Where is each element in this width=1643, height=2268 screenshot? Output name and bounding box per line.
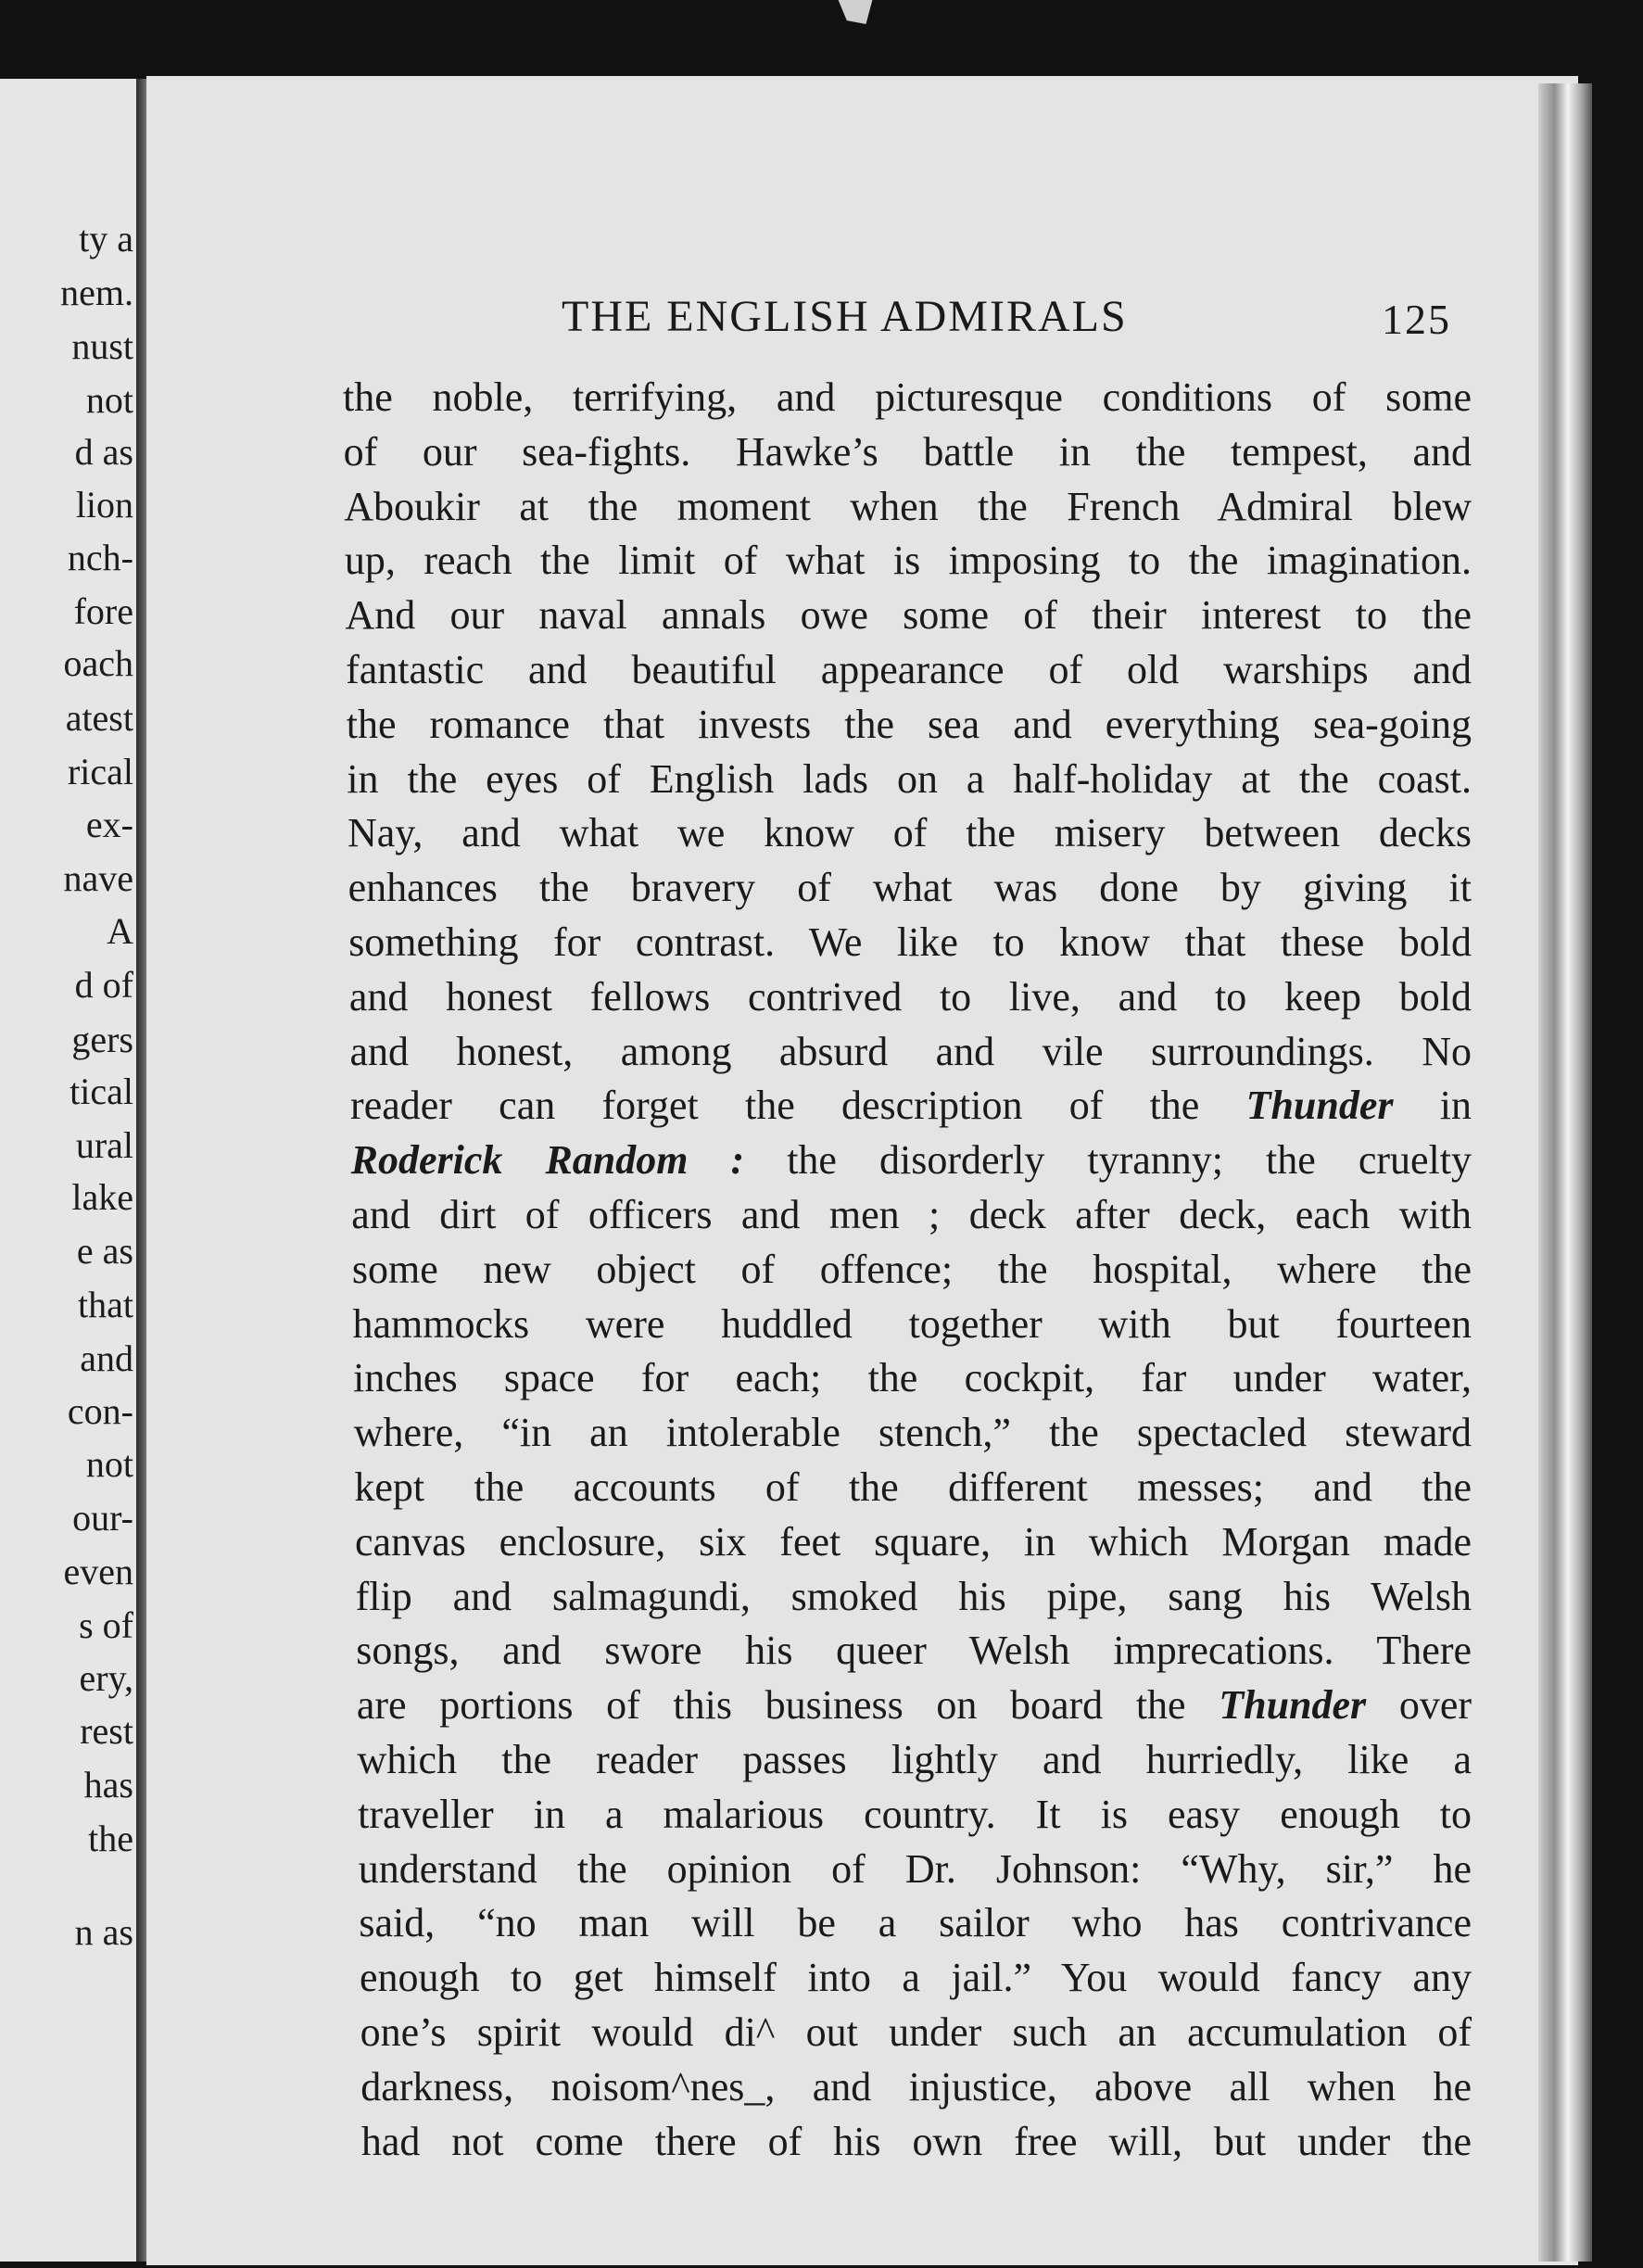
text-segment: the disorderly tyranny; the cruelty [744,1137,1472,1184]
text-line [360,2060,1472,2115]
facing-page-fragment: lake [71,1176,133,1218]
text-segment: which the reader passes lightly and hurriedly, like a [357,1736,1472,1782]
text-line [347,753,1472,807]
text-segment: inches space for each; the cockpit, far under water, [353,1355,1472,1401]
facing-page-fragment: our- [72,1497,133,1539]
binding-mark [834,0,877,24]
text-segment: hammocks were huddled together with but fourteen [352,1300,1472,1347]
text-segment: and honest, among absurd and vile surroundings. No [349,1028,1472,1074]
facing-page-fragment: nust [71,325,133,367]
facing-page-fragment: ex- [85,804,133,845]
text-line [347,698,1472,753]
text-segment: Nay, and what we know of the misery between decks [347,810,1472,856]
text-segment: and honest fellows contrived to live, and to keep bold [348,973,1472,1020]
text-segment: where, “in an intolerable stench,” the spectacled steward [353,1410,1472,1456]
facing-page-fragment: s of [79,1604,133,1646]
text-line [348,916,1472,970]
text-segment: darkness, noisom^nes_, and injustice, above all when he [360,2063,1472,2110]
text-segment: in [1393,1083,1472,1129]
text-segment: something for contrast. We like to know that these bold [348,919,1472,965]
text-line [351,1188,1472,1243]
running-head [562,291,1451,347]
facing-page-fragment: ural [75,1124,133,1166]
facing-page-fragment: A [107,910,133,952]
text-segment: canvas enclosure, six feet square, in which Morgan made [355,1518,1472,1565]
text-line [343,371,1472,425]
text-line [353,1298,1472,1352]
text-segment: one’s spirit would di^ out under such an accumulation of [360,2008,1472,2055]
text-line [361,2115,1472,2170]
facing-page-fragment: the [88,1818,133,1859]
text-segment: flip and salmagundi, smoked his pipe, sang his Welsh [355,1573,1472,1619]
italic-title: Roderick Random : [350,1137,745,1184]
facing-page-edge [0,79,139,2262]
facing-page-fragment: lion [75,484,133,526]
text-line [355,1515,1472,1570]
facing-page-fragment: nem. [60,272,133,313]
facing-page-fragment: has [83,1764,133,1806]
text-segment: enhances the bravery of what was done by giving it [348,865,1472,911]
book-page [146,76,1578,2265]
text-line [359,1843,1472,1897]
text-segment: in the eyes of English lads on a half-holiday at the coast. [347,755,1472,802]
running-title: THE ENGLISH ADMIRALS [562,292,1128,341]
facing-page-fragment: tical [70,1071,133,1112]
text-segment: are portions of this business on board the [356,1682,1220,1729]
text-line [349,1025,1472,1080]
text-segment: and dirt of officers and men ; deck after deck, each with [351,1191,1472,1237]
facing-page-fragment: that [78,1284,133,1325]
facing-page-fragment: and [80,1337,133,1379]
body-text [343,371,1472,2169]
facing-page-fragment: not [85,1443,133,1485]
facing-page-fragment: d as [74,431,133,473]
text-line [356,1624,1472,1679]
text-line [344,480,1472,535]
text-line [354,1406,1472,1461]
text-segment: of our sea-fights. Hawke’s battle in the tempest, and [343,428,1472,475]
text-line [358,1788,1472,1843]
text-segment: Aboukir at the moment when the French Admiral blew [344,483,1472,529]
facing-page-fragment: rical [67,751,133,792]
facing-page-fragment: ery, [79,1657,133,1699]
text-line [344,425,1472,480]
italic-title: Thunder [1245,1083,1394,1129]
text-line [353,1351,1472,1406]
text-segment: fantastic and beautiful appearance of old warships and [346,646,1472,692]
text-line [349,970,1472,1025]
text-line [348,861,1472,916]
page-number: 125 [1382,296,1451,343]
text-line [354,1461,1472,1515]
text-line [358,1733,1472,1788]
facing-page-fragment: nave [63,857,133,899]
text-line [357,1679,1472,1733]
text-segment: songs, and swore his queer Welsh imprecations. There [356,1628,1472,1674]
facing-page-fragment: rest [80,1710,133,1752]
italic-title: Thunder [1219,1682,1367,1729]
text-segment: traveller in a malarious country. It is easy enough to [358,1791,1472,1837]
text-line [348,806,1472,861]
facing-page-fragment: d of [74,964,133,1006]
facing-page-fragment: con- [67,1390,133,1432]
text-segment: reader can forget the description of the [350,1083,1246,1129]
facing-page-fragment: even [63,1551,133,1592]
text-line [345,589,1472,643]
text-line [352,1243,1472,1298]
text-segment: some new object of offence; the hospital, where the [351,1246,1472,1292]
text-line [356,1570,1472,1625]
text-segment: the noble, terrifying, and picturesque conditions of some [343,374,1472,420]
page-edge-shading [1538,83,1592,2262]
text-line [351,1134,1472,1188]
text-segment: enough to get himself into a jail.” You would fancy any [359,1955,1472,2001]
facing-page-fragment: fore [73,590,133,632]
facing-page-fragment: oach [63,642,133,684]
text-line [360,1951,1472,2006]
text-segment: up, reach the limit of what is imposing to the imagination. [344,538,1472,584]
text-segment: the romance that invests the sea and everything sea-going [346,701,1472,747]
facing-page-fragment: gers [71,1019,133,1060]
text-segment: And our naval annals owe some of their interest to the [345,592,1472,639]
text-line [360,2006,1472,2060]
facing-page-fragment: n as [74,1911,133,1953]
facing-page-fragment: e as [76,1230,133,1272]
text-segment: had not come there of his own free will, but under the [360,2118,1472,2164]
text-segment: over [1366,1682,1472,1729]
text-line [350,1079,1472,1134]
text-line [345,534,1472,589]
facing-page-fragment: ty a [79,218,133,260]
facing-page-fragment: nch- [67,537,133,578]
facing-page-fragment: atest [65,697,133,739]
text-line [346,643,1472,698]
text-segment: understand the opinion of Dr. Johnson: “Why, sir,” he [358,1845,1472,1892]
text-line [359,1896,1472,1951]
facing-page-fragment: not [85,379,133,421]
text-segment: said, “no man will be a sailor who has contrivance [359,1900,1472,1946]
text-segment: kept the accounts of the different messes; and the [354,1463,1472,1510]
